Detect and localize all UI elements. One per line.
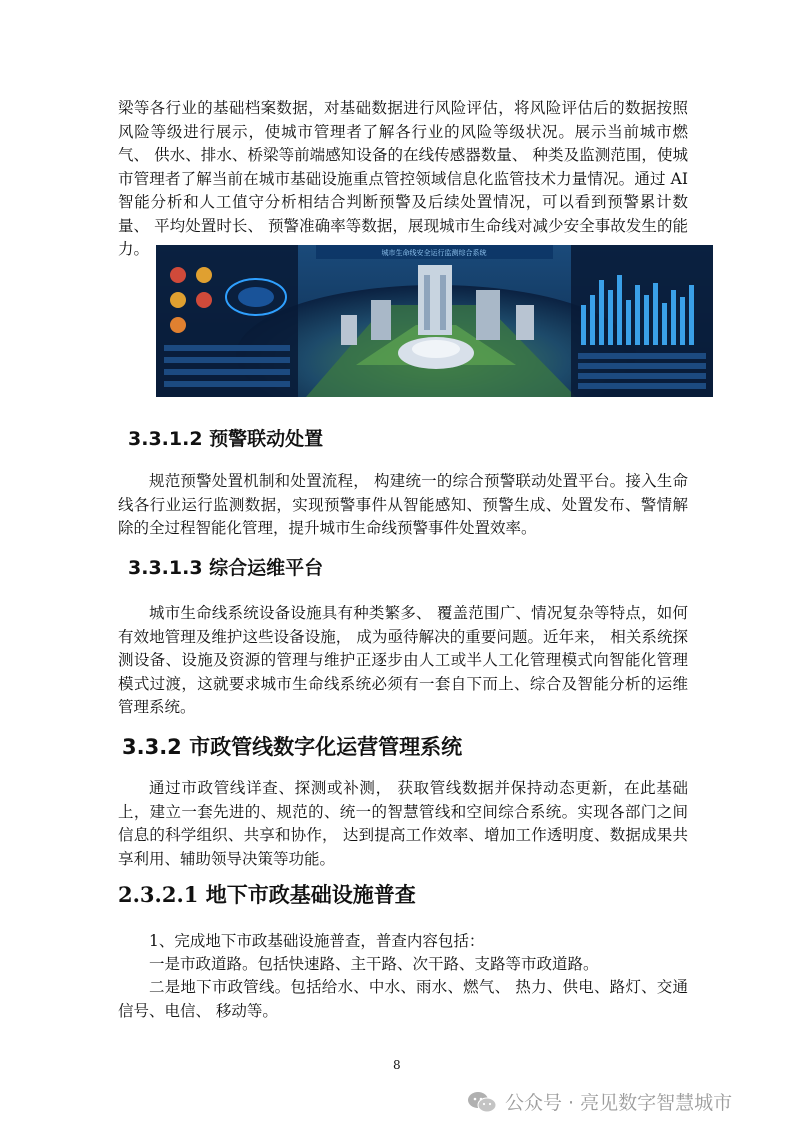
paragraph-ops-platform: 城市生命线系统设备设施具有种类繁多、 覆盖范围广、情况复杂等特点，如何有效地管理及维护这些设备设施， 成为亟待解决的重要问题。近年来， 相关系统探测设备、设施及资源的管理与维护正逐步由人工或半人工化管理模式向智能化管理模式过渡，这就要求城市生命线系统必须有一套自下而上、综合及智能分析的运维管理系统。: [118, 604, 688, 716]
paragraph-survey-intro: 1、完成地下市政基础设施普查，普查内容包括：: [149, 932, 485, 950]
paragraph-pipeline-system: 通过市政管线详查、探测或补测， 获取管线数据并保持动态更新，在此基础上，建立一套先进的、规范的、统一的智慧管线和空间综合系统。实现各部门之间信息的科学组织、共享和协作， 达到提高工作效率、增加工作透明度、数据成果共享利用、辅助领导决策等功能。: [118, 779, 688, 868]
heading-pipeline-system: 3.3.2 市政管线数字化运营管理系统: [122, 735, 463, 759]
watermark: [467, 1088, 732, 1115]
heading-underground-survey: 2.3.2.1 地下市政基础设施普查: [118, 882, 416, 907]
dashboard-screenshot: [156, 245, 713, 397]
dashboard-title: 城市生命线安全运行监测综合系统: [381, 249, 487, 257]
heading-warning-linkage: 3.3.1.2 预警联动处置: [128, 428, 324, 450]
watermark-text: 公众号 · 亮见数字智慧城市: [505, 1092, 733, 1114]
paragraph-risk-assessment: 梁等各行业的基础档案数据，对基础数据进行风险评估，将风险评估后的数据按照风险等级进行展示，使城市管理者了解各行业的风险等级状况。展示当前城市燃气、 供水、排水、桥梁等前端感知设备的在线传感器数量、 种类及监测范围，使城市管理者了解当前在城市基础设施重点管控领域信息化监管技术力量情况。通过 AI 智能分析和人工值守分析相结合判断预警及后续处置情况，可以看到预警累计数量、 平均处置时长、 预警准确率等数据，展现城市生命线对减少安全事故发生的能力。: [118, 99, 688, 258]
paragraph-survey-pipelines: 二是地下市政管线。包括给水、中水、雨水、燃气、 热力、供电、路灯、交通信号、电信、 移动等。: [118, 978, 688, 1020]
paragraph-warning-linkage: 规范预警处置机制和处置流程， 构建统一的综合预警联动处置平台。接入生命线各行业运行监测数据，实现预警事件从智能感知、预警生成、处置发布、警情解除的全过程智能化管理，提升城市生命线预警事件处置效率。: [118, 472, 688, 537]
paragraph-survey-roads: 一是市政道路。包括快速路、主干路、次干路、支路等市政道路。: [149, 955, 599, 973]
page-number: 8: [393, 1058, 401, 1072]
heading-ops-platform: 3.3.1.3 综合运维平台: [128, 557, 324, 579]
wechat-icon: [467, 1090, 497, 1114]
dashboard-image: [156, 245, 713, 397]
